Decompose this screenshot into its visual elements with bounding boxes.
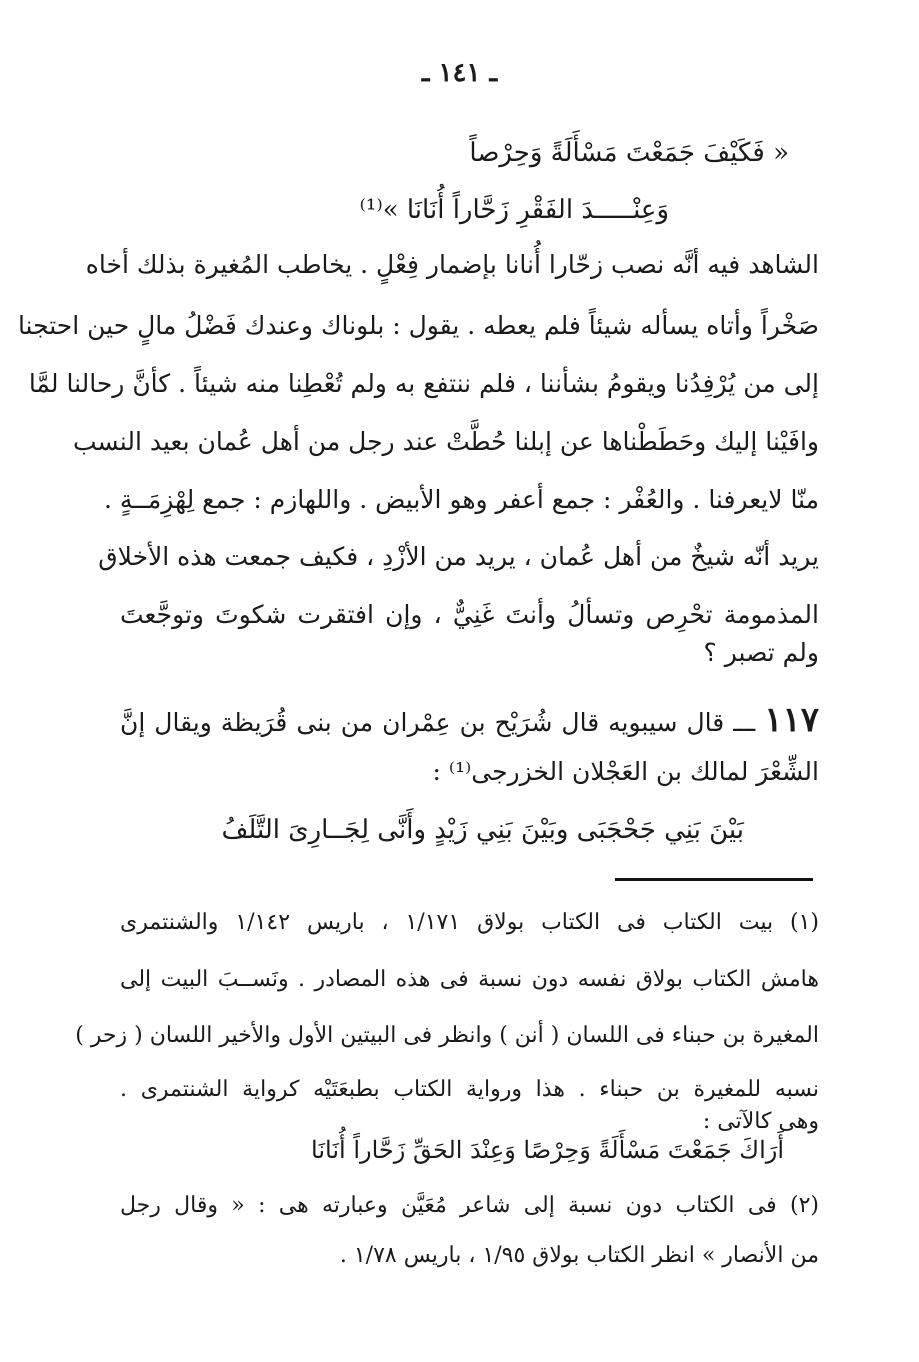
footnote-line: هامش الكتاب بولاق نفسه دون نسبة فى هذه المصادر . ونَســبَ البيت إلى xyxy=(120,967,819,992)
commentary-line: منّا لايعرفنا . والعُفْر : جمع أعفر وهو الأبيض . واللهازم : جمع لِهْزِمَــةٍ . xyxy=(103,485,819,514)
verse-hemistich-second: وَعِنْـــــدَ الفَقْرِ زَحَّاراً أُنَانَا »⁽¹⁾ xyxy=(359,195,669,225)
commentary-line: إلى من يُرْفِدُنا ويقومُ بشأننا ، فلم ننتفع به ولم تُعْطِنا منه شيئاً . كأنَّ رحالنا لمَّا xyxy=(28,369,819,398)
commentary-line: يريد أنّه شيخٌ من أهل عُمان ، يريد من الأزْدِ ، فكيف جمعت هذه الأخلاق xyxy=(98,542,819,571)
entry-heading xyxy=(120,700,819,743)
footnote-line: (٢) فى الكتاب دون نسبة إلى شاعر مُعَيَّن وعبارته هى : « وقال رجل xyxy=(120,1193,819,1218)
footnote-divider xyxy=(615,878,813,881)
entry-number: ١١٧ xyxy=(764,700,819,740)
entry-dash: ـــ xyxy=(733,708,756,737)
verse-hemistich-first: « فَكَيْفَ جَمَعْتَ مَسْأَلَةً وَحِرْصاً xyxy=(469,138,789,168)
page-number: ـ ١٤١ ـ xyxy=(421,58,498,88)
commentary-line: وافَيْنا إليك وحَطَطْناها عن إبلنا حُطَّتْ عند رجل من أهل عُمان بعيد النسب xyxy=(72,427,819,456)
commentary-line: المذمومة تحْرِص وتسألُ وأنتَ غَنِيٌّ ، وإن افتقرت شكوتَ وتوجَّعتَ xyxy=(120,600,819,629)
entry-text-continued: الشِّعْرَ لمالك بن العَجْلان الخزرجى⁽¹⁾ : xyxy=(432,757,819,786)
verse-quoted: بَيْنَ بَنِي جَحْجَبَى وبَيْنَ بَنِي زَيْدٍ وأَنَّى لِجَــارِىَ التَّلَفُ xyxy=(221,815,744,845)
footnote-line: وهى كالآتى : xyxy=(702,1109,819,1134)
commentary-line: الشاهد فيه أنَّه نصب زحّارا أُنانا بإضمار فِعْلٍ . يخاطب المُغيرة بذلك أخاه xyxy=(85,250,819,279)
footnote-line: المغيرة بن حبناء فى اللسان ( أنن ) وانظر فى البيتين الأول والأخير اللسان ( زحر ) xyxy=(75,1023,819,1048)
footnote-verse: أَرَاكَ جَمَعْتَ مَسْأَلَةً وَحِرْصًا وَعِنْدَ الحَقِّ زَحَّاراً أُنَانَا xyxy=(311,1136,784,1164)
footnote-line: نسبه للمغيرة بن حبناء . هذا ورواية الكتاب بطبعَتَيْه كرواية الشنتمرى . xyxy=(120,1077,819,1102)
commentary-line-last: ولم تصبر ؟ xyxy=(703,638,819,667)
footnote-line: من الأنصار » انظر الكتاب بولاق ١/٩٥ ، باريس ١/٧٨ . xyxy=(339,1243,819,1268)
commentary-line: صَخْراً وأتاه يسأله شيئاً فلم يعطه . يقول : بلوناك وعندك فَضْلُ مالٍ حين احتجنا xyxy=(17,311,819,340)
entry-text: قال سيبويه قال شُرَيْح بن عِمْران من بنى قُرَيظة ويقال إنَّ xyxy=(120,708,725,737)
footnote-line: (١) بيت الكتاب فى الكتاب بولاق ١/١٧١ ، باريس ١/١٤٢ والشنتمرى xyxy=(120,910,819,935)
